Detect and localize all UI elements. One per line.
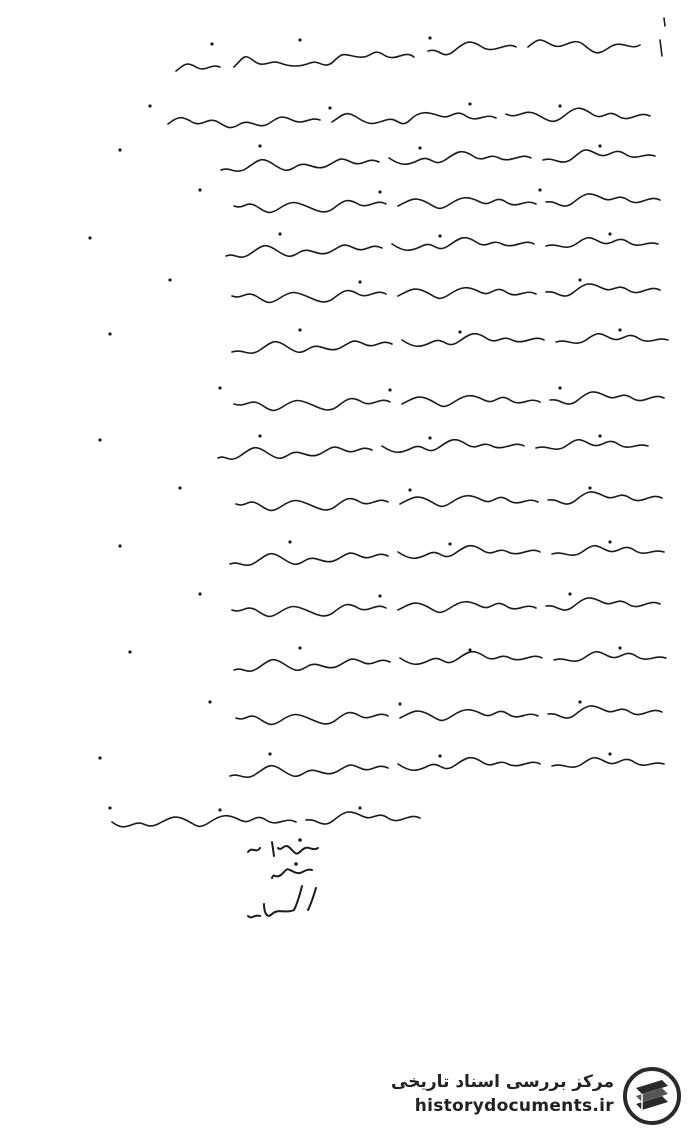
watermark-url: historydocuments.ir: [414, 1096, 614, 1116]
book-stack-logo-icon: [622, 1066, 682, 1126]
watermark-title: مرکز بررسی اسناد تاریخی: [391, 1072, 614, 1092]
watermark-text: [391, 1070, 614, 1118]
watermark: [386, 1064, 686, 1128]
